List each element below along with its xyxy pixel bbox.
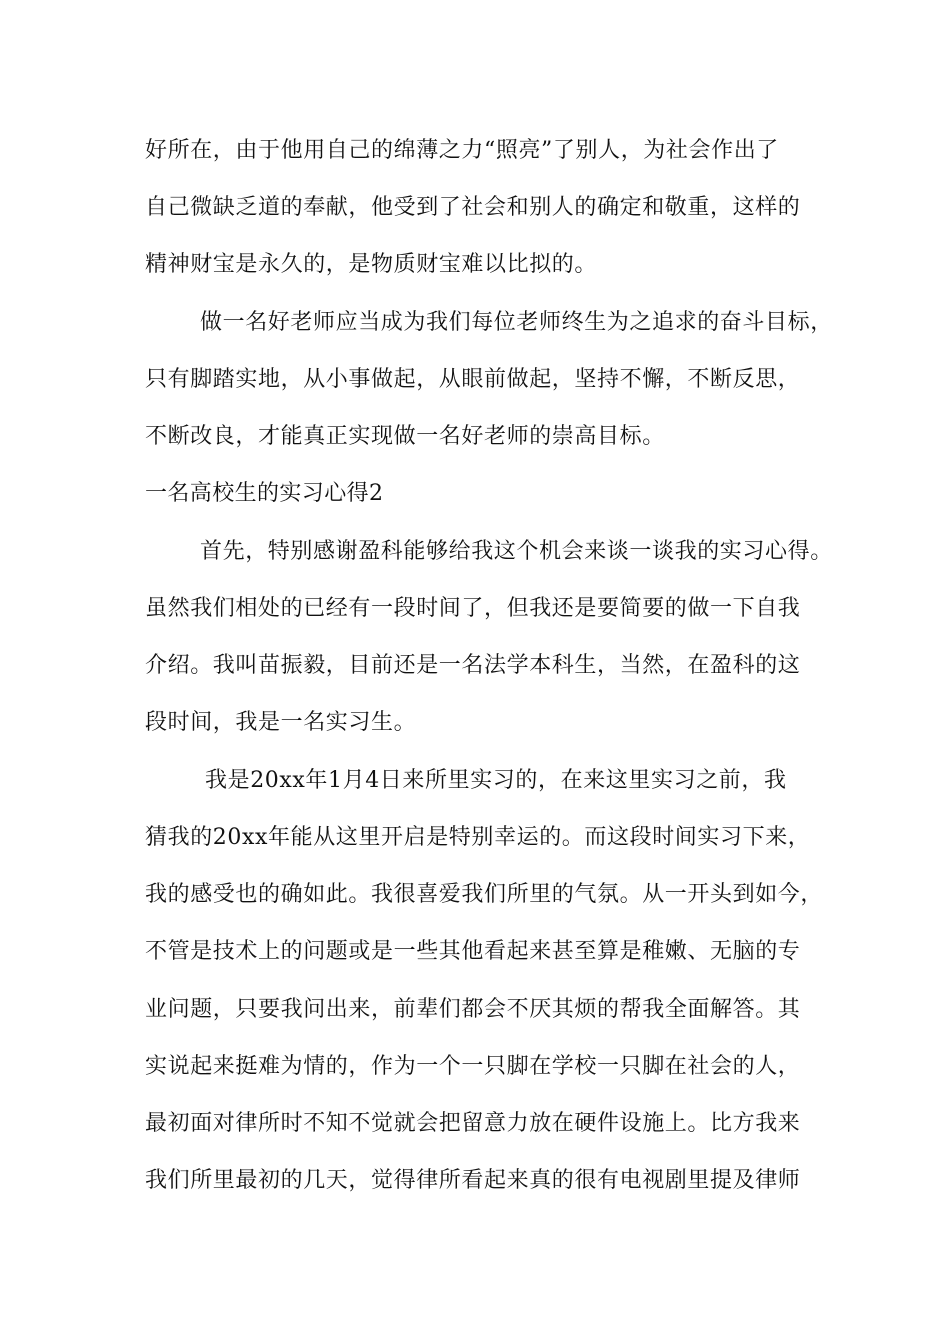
paragraph-first-line: 做一名好老师应当成为我们每位老师终生为之追求的奋斗目标，	[200, 310, 833, 335]
text-line: 最初面对律所时不知不觉就会把留意力放在硬件设施上。比方我来	[145, 1111, 801, 1136]
text-line: 虽然我们相处的已经有一段时间了，但我还是要简要的做一下自我	[145, 596, 801, 621]
text-line: 不管是技术上的问题或是一些其他看起来甚至算是稚嫩、无脑的专	[145, 939, 801, 964]
text-line: 实说起来挺难为情的，作为一个一只脚在学校一只脚在社会的人，	[145, 1054, 801, 1079]
paragraph-first-line: 首先，特别感谢盈科能够给我这个机会来谈一谈我的实习心得。	[200, 539, 833, 564]
paragraph-first-line: 我是20xx年1月4日来所里实习的，在来这里实习之前，我	[205, 768, 787, 793]
text-line: 我的感受也的确如此。我很喜爱我们所里的气氛。从一开头到如今，	[145, 882, 824, 907]
text-line: 不断改良，才能真正实现做一名好老师的崇高目标。	[145, 424, 665, 449]
text-line: 我们所里最初的几天，觉得律所看起来真的很有电视剧里提及律师	[145, 1168, 801, 1193]
text-line: 业问题，只要我问出来，前辈们都会不厌其烦的帮我全面解答。其	[145, 997, 801, 1022]
text-line: 段时间，我是一名实习生。	[145, 710, 417, 735]
text-line: 自己微缺乏道的奉献，他受到了社会和别人的确定和敬重，这样的	[145, 195, 801, 220]
text-line: 只有脚踏实地，从小事做起，从眼前做起，坚持不懈，不断反思，	[145, 367, 801, 392]
section-heading: 一名高校生的实习心得2	[145, 481, 384, 506]
text-line: 精神财宝是永久的，是物质财宝难以比拟的。	[145, 252, 598, 277]
text-line: 介绍。我叫苗振毅，目前还是一名法学本科生，当然，在盈科的这	[145, 653, 801, 678]
text-line: 好所在，由于他用自己的绵薄之力“照亮”了别人，为社会作出了	[145, 138, 779, 163]
text-line: 猜我的20xx年能从这里开启是特别幸运的。而这段时间实习下来，	[145, 825, 811, 850]
